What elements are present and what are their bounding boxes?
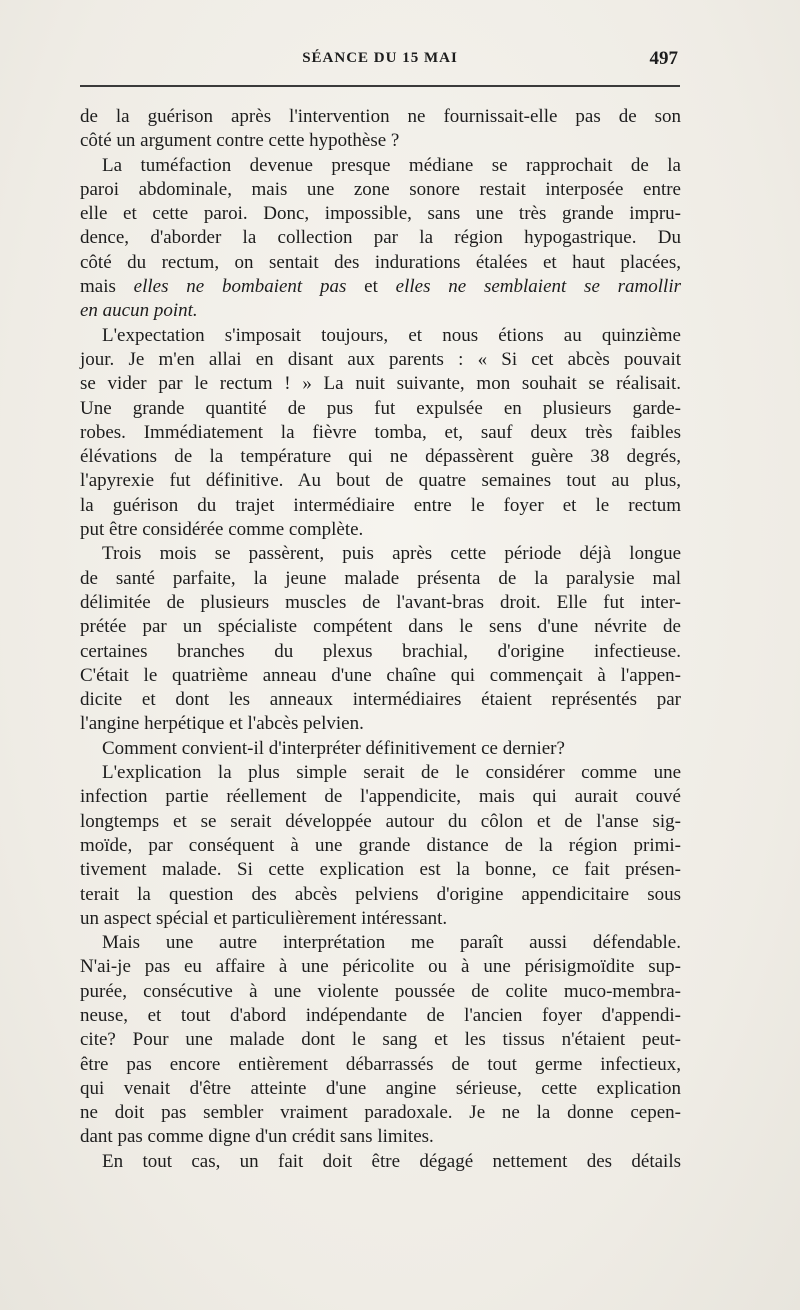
text-line: ne doit pas sembler vraiment paradoxale. Je ne la donne cepen- [80,1102,681,1124]
italic-span: elles ne semblaient se ramollir [395,276,682,298]
text-line: Comment convient-il d'interpréter définitivement ce dernier? [102,737,565,759]
text-line: de santé parfaite, la jeune malade présenta de la paralysie mal [80,567,681,589]
page-header [80,50,680,74]
header-rule [80,85,680,87]
text-line [80,299,681,323]
text-span: mais [80,276,134,298]
text-line: neuse, et tout d'abord indépendante de l'ancien foyer d'appendi- [80,1004,681,1026]
text-line: put être considérée comme complète. [80,519,364,541]
text-line: dant pas comme digne d'un crédit sans limites. [80,1126,434,1148]
text-line: En tout cas, un fait doit être dégagé nettement des détails [102,1150,681,1172]
text-line: un aspect spécial et particulièrement intéressant. [80,907,448,929]
text-line: C'était le quatrième anneau d'une chaîne qui commençait à l'appen- [80,664,681,686]
text-line: cite? Pour une malade dont le sang et les tissus n'étaient peut- [80,1029,681,1051]
text-line [80,275,681,299]
text-line: terait la question des abcès pelviens d'origine appendicitaire sous [80,883,681,905]
text-line: tivement malade. Si cette explication est la bonne, ce fait présen- [80,859,681,881]
italic-span: en aucun point. [80,300,198,322]
text-line: l'angine herpétique et l'abcès pelvien. [80,713,364,735]
text-line: paroi abdominale, mais une zone sonore restait interposée entre [80,178,681,200]
text-line: de la guérison après l'intervention ne fournissait-elle pas de son [80,106,681,127]
text-line: Trois mois se passèrent, puis après cette période déjà longue [102,543,681,565]
text-line: robes. Immédiatement la fièvre tomba, et, sauf deux très faibles [80,421,681,443]
text-line: élévations de la température qui ne dépassèrent guère 38 degrés, [80,446,681,468]
text-line: prétée par un spécialiste compétent dans le sens d'une névrite de [80,616,681,638]
text-line: La tuméfaction devenue presque médiane se rapprochait de la [102,154,681,176]
text-line: l'apyrexie fut définitive. Au bout de quatre semaines tout au plus, [80,470,681,492]
text-line: Mais une autre interprétation me paraît aussi défendable. [102,932,681,954]
text-line: longtemps et se serait développée autour du côlon et de l'anse sig- [80,810,681,832]
text-line: elle et cette paroi. Donc, impossible, sans une très grande impru- [80,203,681,225]
text-line: côté du rectum, on sentait des indurations étalées et haut placées, [80,251,681,273]
text-line: dence, d'aborder la collection par la région hypogastrique. Du [80,227,681,249]
text-line: se vider par le rectum ! » La nuit suivante, mon souhait se réalisait. [80,373,681,395]
body-text [80,105,681,1174]
text-line: certaines branches du plexus brachial, d'origine infectieuse. [80,640,681,662]
text-line: qui venait d'être atteinte d'une angine sérieuse, cette explication [80,1077,681,1099]
text-line: être pas encore entièrement débarrassés de tout germe infectieux, [80,1053,681,1075]
text-line: dicite et dont les anneaux intermédiaires étaient représentés par [80,689,681,711]
running-head: SÉANCE DU 15 MAI [302,50,458,66]
text-line: N'ai-je pas eu affaire à une péricolite ou à une périsigmoïdite sup- [80,956,681,978]
text-line: L'expectation s'imposait toujours, et nous étions au quinzième [102,324,681,346]
text-line: Une grande quantité de pus fut expulsée en plusieurs garde- [80,397,681,419]
text-line: purée, consécutive à une violente poussée de colite muco-membra- [80,980,681,1002]
text-line: la guérison du trajet intermédiaire entre le foyer et le rectum [80,494,681,516]
text-line: L'explication la plus simple serait de le considérer comme une [102,762,681,784]
text-line: délimitée de plusieurs muscles de l'avant-bras droit. Elle fut inter- [80,591,681,613]
text-line: côté un argument contre cette hypothèse ? [80,130,400,152]
page-number: 497 [649,48,678,69]
text-line: moïde, par conséquent à une grande distance de la région primi- [80,834,681,856]
text-line: jour. Je m'en allai en disant aux parents : « Si cet abcès pouvait [80,348,681,370]
text-line: infection partie réellement de l'appendicite, mais qui aurait couvé [80,786,681,808]
text-span: et [346,276,396,298]
italic-span: elles ne bombaient pas [133,276,347,298]
